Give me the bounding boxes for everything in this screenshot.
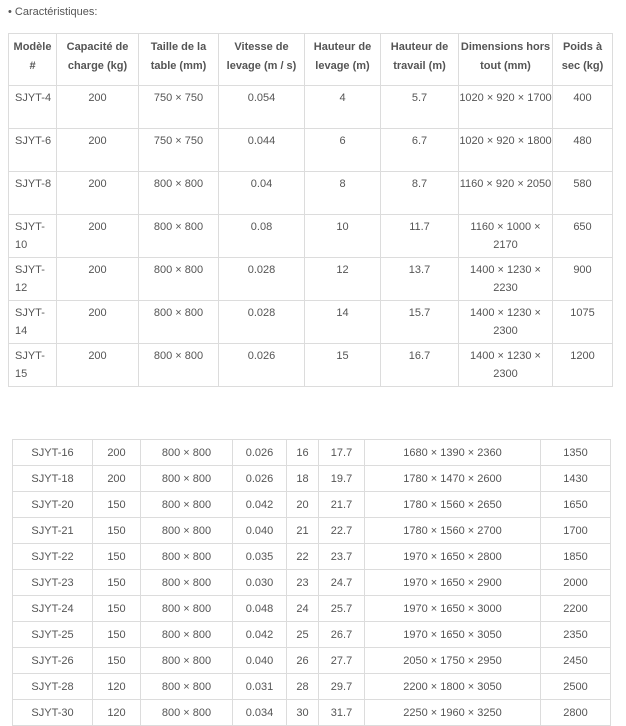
table-cell: 1400 × 1230 × 2300 [459, 301, 553, 344]
table-cell: 10 [305, 215, 381, 258]
table-cell: 2350 [541, 622, 611, 648]
table-cell: 800 × 800 [141, 622, 233, 648]
table-cell: 15.7 [381, 301, 459, 344]
table-cell: 800 × 800 [139, 258, 219, 301]
table-cell: SJYT-6 [9, 129, 57, 172]
table-row [13, 492, 611, 518]
table-row [13, 622, 611, 648]
table-cell: 24.7 [319, 570, 365, 596]
table-row [9, 86, 613, 129]
table-cell: 200 [93, 466, 141, 492]
table-cell: 0.026 [219, 344, 305, 387]
table-cell: 0.040 [233, 518, 287, 544]
table-cell: 1020 × 920 × 1700 [459, 86, 553, 129]
table-cell: 120 [93, 700, 141, 726]
table-cell: 1970 × 1650 × 2800 [365, 544, 541, 570]
table-cell: 2500 [541, 674, 611, 700]
table-cell: SJYT-26 [13, 648, 93, 674]
table-cell: 750 × 750 [139, 86, 219, 129]
table-cell: 2450 [541, 648, 611, 674]
table-cell: 1160 × 920 × 2050 [459, 172, 553, 215]
table-cell: 750 × 750 [139, 129, 219, 172]
table-cell: 2250 × 1960 × 3250 [365, 700, 541, 726]
table-cell: 650 [553, 215, 613, 258]
table-cell: 1400 × 1230 × 2230 [459, 258, 553, 301]
table-cell: 200 [57, 129, 139, 172]
table-header-row [9, 34, 613, 86]
header-model: Modèle # [9, 34, 57, 86]
table-cell: 27.7 [319, 648, 365, 674]
table-cell: 150 [93, 544, 141, 570]
table-cell: 25.7 [319, 596, 365, 622]
table-cell: 1160 × 1000 × 2170 [459, 215, 553, 258]
table-cell: SJYT-24 [13, 596, 93, 622]
table-row [9, 301, 613, 344]
table-cell: 1970 × 1650 × 3050 [365, 622, 541, 648]
table-cell: 150 [93, 622, 141, 648]
table-cell: 0.042 [233, 622, 287, 648]
table-cell: 18 [287, 466, 319, 492]
table-cell: 800 × 800 [141, 440, 233, 466]
table-cell: 1400 × 1230 × 2300 [459, 344, 553, 387]
table-cell: SJYT-16 [13, 440, 93, 466]
table-cell: SJYT-22 [13, 544, 93, 570]
table-cell: 200 [57, 215, 139, 258]
table-cell: 480 [553, 129, 613, 172]
table-cell: 0.031 [233, 674, 287, 700]
table-cell: 0.034 [233, 700, 287, 726]
table-cell: SJYT-20 [13, 492, 93, 518]
table-cell: 580 [553, 172, 613, 215]
table-cell: 23.7 [319, 544, 365, 570]
table-cell: 12 [305, 258, 381, 301]
table-cell: 0.054 [219, 86, 305, 129]
table-cell: 800 × 800 [141, 648, 233, 674]
table-cell: SJYT-10 [9, 215, 57, 258]
table-cell: 0.026 [233, 440, 287, 466]
table-cell: 800 × 800 [141, 518, 233, 544]
table-row [13, 466, 611, 492]
table-cell: 1780 × 1470 × 2600 [365, 466, 541, 492]
table-cell: 16 [287, 440, 319, 466]
table-cell: 1780 × 1560 × 2650 [365, 492, 541, 518]
table-cell: 800 × 800 [141, 700, 233, 726]
table-cell: 0.04 [219, 172, 305, 215]
table-cell: 1020 × 920 × 1800 [459, 129, 553, 172]
table-cell: 800 × 800 [139, 172, 219, 215]
table-cell: 1430 [541, 466, 611, 492]
table-row [13, 440, 611, 466]
table-cell: 1200 [553, 344, 613, 387]
table-cell: 2200 × 1800 × 3050 [365, 674, 541, 700]
table-cell: 800 × 800 [141, 544, 233, 570]
table-cell: 28 [287, 674, 319, 700]
table-cell: 1970 × 1650 × 2900 [365, 570, 541, 596]
table-cell: SJYT-30 [13, 700, 93, 726]
table-cell: 150 [93, 596, 141, 622]
table-cell: SJYT-18 [13, 466, 93, 492]
table-cell: 15 [305, 344, 381, 387]
table-cell: 800 × 800 [139, 344, 219, 387]
table-cell: 25 [287, 622, 319, 648]
table-cell: 150 [93, 518, 141, 544]
header-capacity: Capacité de charge (kg) [57, 34, 139, 86]
table-cell: 150 [93, 648, 141, 674]
table-row [9, 129, 613, 172]
table-cell: SJYT-14 [9, 301, 57, 344]
table-cell: 20 [287, 492, 319, 518]
table-cell: 8 [305, 172, 381, 215]
table-cell: SJYT-25 [13, 622, 93, 648]
table-cell: 2050 × 1750 × 2950 [365, 648, 541, 674]
table-cell: 0.044 [219, 129, 305, 172]
header-weight: Poids à sec (kg) [553, 34, 613, 86]
header-table-size: Taille de la table (mm) [139, 34, 219, 86]
table-cell: 16.7 [381, 344, 459, 387]
table-cell: SJYT-8 [9, 172, 57, 215]
table-cell: 0.028 [219, 258, 305, 301]
table-cell: SJYT-12 [9, 258, 57, 301]
table-cell: 21 [287, 518, 319, 544]
table-cell: 1970 × 1650 × 3000 [365, 596, 541, 622]
table-cell: 800 × 800 [139, 301, 219, 344]
header-dimensions: Dimensions hors tout (mm) [459, 34, 553, 86]
section-caption: • Caractéristiques: [8, 6, 98, 18]
table-cell: 0.026 [233, 466, 287, 492]
table-cell: 0.035 [233, 544, 287, 570]
table-row [13, 544, 611, 570]
specs-table-2 [12, 439, 611, 726]
table-cell: SJYT-23 [13, 570, 93, 596]
table-cell: 200 [93, 440, 141, 466]
table-cell: 6 [305, 129, 381, 172]
table-cell: 1075 [553, 301, 613, 344]
table-cell: 0.040 [233, 648, 287, 674]
table-cell: 1350 [541, 440, 611, 466]
table-cell: 1700 [541, 518, 611, 544]
table-cell: 120 [93, 674, 141, 700]
table-cell: 200 [57, 344, 139, 387]
table-cell: 1650 [541, 492, 611, 518]
table-cell: 30 [287, 700, 319, 726]
header-working-height: Hauteur de travail (m) [381, 34, 459, 86]
specs-table-1 [8, 33, 613, 387]
table-cell: 26 [287, 648, 319, 674]
table-cell: 8.7 [381, 172, 459, 215]
table-cell: 0.030 [233, 570, 287, 596]
table-cell: 800 × 800 [141, 674, 233, 700]
table-cell: 4 [305, 86, 381, 129]
table-cell: 200 [57, 86, 139, 129]
table-row [9, 344, 613, 387]
table-cell: 800 × 800 [139, 215, 219, 258]
table-cell: 1850 [541, 544, 611, 570]
table-cell: 0.028 [219, 301, 305, 344]
table-cell: SJYT-15 [9, 344, 57, 387]
table-row [13, 700, 611, 726]
table-row [13, 570, 611, 596]
table-cell: 900 [553, 258, 613, 301]
table-cell: 5.7 [381, 86, 459, 129]
table-cell: 800 × 800 [141, 466, 233, 492]
table-cell: 2000 [541, 570, 611, 596]
table-cell: 24 [287, 596, 319, 622]
table-cell: 200 [57, 258, 139, 301]
table-row [9, 215, 613, 258]
table-cell: 1780 × 1560 × 2700 [365, 518, 541, 544]
table-cell: 29.7 [319, 674, 365, 700]
table-cell: 23 [287, 570, 319, 596]
table-cell: 150 [93, 492, 141, 518]
table-cell: 0.042 [233, 492, 287, 518]
table-cell: 14 [305, 301, 381, 344]
table-row [9, 258, 613, 301]
table-cell: 22.7 [319, 518, 365, 544]
table-cell: 11.7 [381, 215, 459, 258]
table-row [13, 518, 611, 544]
table-cell: 0.08 [219, 215, 305, 258]
table-row [9, 172, 613, 215]
header-lift-height: Hauteur de levage (m) [305, 34, 381, 86]
table-cell: 6.7 [381, 129, 459, 172]
table-cell: 200 [57, 301, 139, 344]
table-cell: 400 [553, 86, 613, 129]
table-cell: 19.7 [319, 466, 365, 492]
table-row [13, 596, 611, 622]
header-lift-speed: Vitesse de levage (m / s) [219, 34, 305, 86]
table-cell: 2200 [541, 596, 611, 622]
table-cell: 800 × 800 [141, 492, 233, 518]
table-cell: 31.7 [319, 700, 365, 726]
table-cell: SJYT-21 [13, 518, 93, 544]
table-row [13, 674, 611, 700]
table-cell: 200 [57, 172, 139, 215]
table-cell: 0.048 [233, 596, 287, 622]
table-cell: 17.7 [319, 440, 365, 466]
table-cell: SJYT-4 [9, 86, 57, 129]
table-cell: 13.7 [381, 258, 459, 301]
table-cell: 22 [287, 544, 319, 570]
table-cell: 800 × 800 [141, 596, 233, 622]
table-cell: 150 [93, 570, 141, 596]
table-cell: 21.7 [319, 492, 365, 518]
table-cell: 800 × 800 [141, 570, 233, 596]
table-cell: 1680 × 1390 × 2360 [365, 440, 541, 466]
table-cell: 2800 [541, 700, 611, 726]
table-row [13, 648, 611, 674]
table-cell: 26.7 [319, 622, 365, 648]
table-cell: SJYT-28 [13, 674, 93, 700]
